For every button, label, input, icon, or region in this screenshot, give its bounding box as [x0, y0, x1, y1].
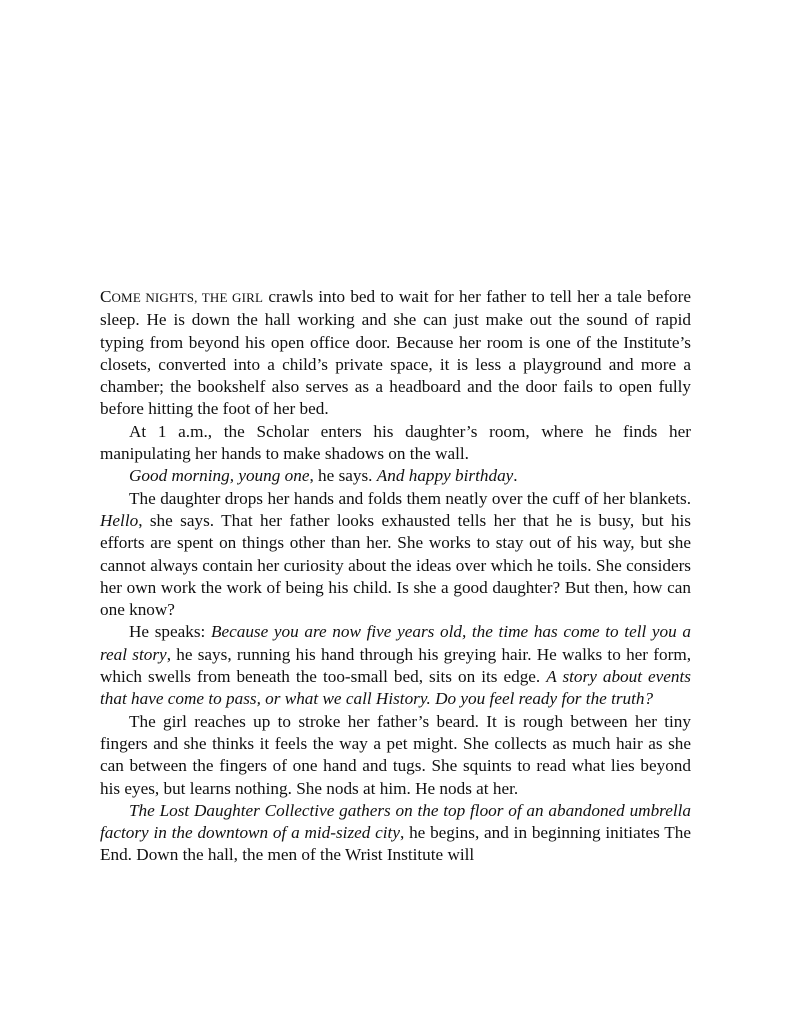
opening-paragraph — [100, 286, 691, 421]
paragraph-daughter — [100, 488, 691, 622]
paragraph-he-speaks — [100, 621, 691, 710]
italic-dialogue: Because you are now five years old, the time has come to tell you a real story — [100, 622, 691, 664]
italic-dialogue: Good morning, young one — [129, 466, 310, 486]
italic-dialogue: A story about events that have come to pass, or what we call History. Do you feel ready for the truth? — [100, 667, 691, 709]
italic-dialogue: Hello — [100, 510, 139, 530]
paragraph-text: . — [513, 466, 518, 486]
paragraph-text: At 1 a.m., the Scholar enters his daughter’s room, where he finds her manipulating her hands to make shadows on the wall. — [100, 421, 691, 464]
paragraph-text: The girl reaches up to stroke her father’s beard. It is rough between her tiny fingers and she thinks it feels the way a pet might. She collects as much hair as she can between the fingers of one hand and tugs. She squints to read what lies beyond his eyes, but learns nothing. She nods at him. He nods at her. — [100, 711, 691, 798]
smallcaps-lead-in: OME NIGHTS, THE GIRL — [111, 290, 264, 305]
paragraph-text: He speaks: — [129, 622, 211, 642]
paragraph-scholar-enters — [100, 421, 691, 466]
paragraph-text: , she says. That her father looks exhausted tells her that he is busy, but his efforts are spent on things other than her. She works to stay out of his way, but she cannot always contain her curiosity about the ideas over which he toils. She considers her own work the work of being his child. Is she a good daughter? But then, how can one know? — [100, 510, 691, 620]
paragraph-text: , he says. — [309, 466, 377, 486]
paragraph-text: The daughter drops her hands and folds them neatly over the cuff of her blankets. — [129, 488, 691, 508]
italic-dialogue: And happy birthday — [376, 466, 514, 486]
paragraph-greeting — [100, 465, 691, 487]
book-page — [100, 286, 691, 867]
italic-narration: The Lost Daughter Collective gathers on the top floor of an abandoned umbrella factory in the downtown of a mid-sized city — [100, 800, 691, 843]
paragraph-text: , he begins, and in beginning initiates The End. Down the hall, the men of the Wrist Institute will — [100, 823, 691, 865]
paragraph-collective — [100, 800, 691, 867]
paragraph-beard — [100, 711, 691, 800]
smallcaps-initial: C — [100, 287, 112, 306]
opening-text: crawls into bed to wait for her father to tell her a tale before sleep. He is down the hall working and she can just make out the sound of rapid typing from beyond his open office door. Because her room is one of the Institute’s closets, converted into a child’s private space, it is less a playground and more a chamber; the bookshelf also serves as a headboard and the door fails to open fully before hitting the foot of her bed. — [100, 287, 691, 419]
paragraph-text: , he says, running his hand through his greying hair. He walks to her form, which swells from beneath the too-small bed, sits on its edge. — [100, 644, 691, 687]
